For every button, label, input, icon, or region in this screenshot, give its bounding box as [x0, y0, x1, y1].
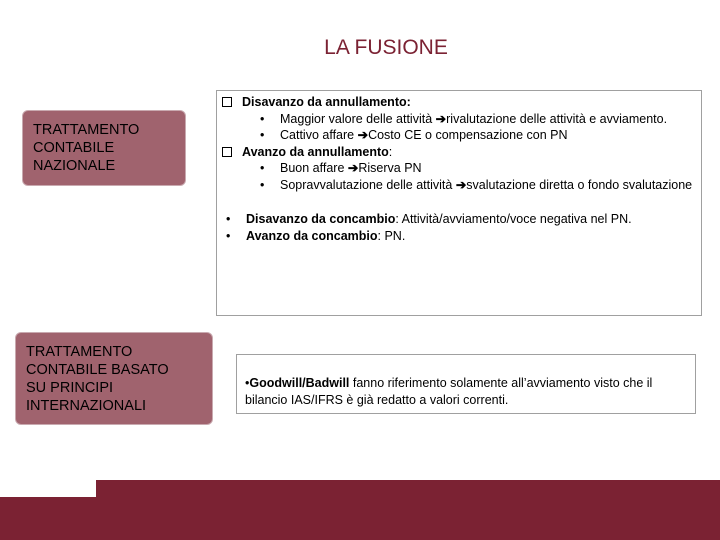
goodwill-panel: [236, 354, 696, 414]
item-text: Avanzo da concambio: PN.: [246, 228, 406, 243]
bullet-icon: •: [260, 111, 265, 126]
ias-accounting-box: [15, 332, 213, 425]
arrow-right-icon: ➔: [347, 161, 359, 175]
box-line: TRATTAMENTO: [33, 122, 140, 138]
box-line: CONTABILE BASATO: [26, 362, 169, 378]
box-line: TRATTAMENTO: [26, 344, 133, 360]
national-treatment-panel: [216, 90, 702, 316]
arrow-right-icon: ➔: [455, 177, 467, 192]
bullet-icon: •: [226, 228, 231, 243]
box-line: INTERNAZIONALI: [26, 398, 147, 414]
arrow-right-icon: ➔: [357, 128, 369, 142]
item-text: Maggior valore delle attività ➔rivalutazione delle attività e avviamento.: [280, 111, 668, 126]
checkbox-bullet-icon: [222, 147, 232, 157]
goodwill-text: •Goodwill/Badwill fanno riferimento solamente all’avviamento visto che il bilancio IAS/IFRS è già redatto a valori correnti.: [245, 376, 653, 407]
bullet-icon: •: [226, 212, 231, 226]
checkbox-bullet-icon: [222, 97, 232, 107]
list-item: [222, 177, 701, 194]
item-text: Sopravvalutazione delle attività ➔svalutazione diretta o fondo svalutazione: [280, 177, 693, 192]
box-line: SU PRINCIPI: [26, 380, 114, 396]
bullet-icon: •: [260, 128, 265, 142]
list-item: [222, 211, 701, 228]
box-line: CONTABILE: [33, 140, 115, 156]
disavanzo-heading: [222, 94, 701, 111]
list-item: [222, 127, 701, 144]
box-line: NAZIONALE: [33, 158, 116, 174]
item-text: Buon affare ➔Riserva PN: [280, 161, 422, 175]
list-item: [222, 228, 701, 245]
national-accounting-box: [22, 110, 186, 186]
bullet-icon: •: [260, 177, 265, 192]
footer-band-top: [96, 480, 720, 497]
heading-text: Avanzo da annullamento:: [242, 144, 393, 159]
item-text: Disavanzo da concambio: Attività/avviamento/voce negativa nel PN.: [246, 212, 632, 226]
list-item: [222, 160, 701, 177]
list-item: [222, 111, 701, 128]
item-text: Cattivo affare ➔Costo CE o compensazione con PN: [280, 128, 568, 142]
avanzo-heading: [222, 144, 701, 161]
footer-band: [0, 497, 720, 540]
bullet-icon: •: [260, 161, 265, 175]
heading-text: Disavanzo da annullamento:: [242, 95, 411, 109]
page-title: LA FUSIONE: [324, 36, 448, 59]
arrow-right-icon: ➔: [435, 111, 447, 126]
